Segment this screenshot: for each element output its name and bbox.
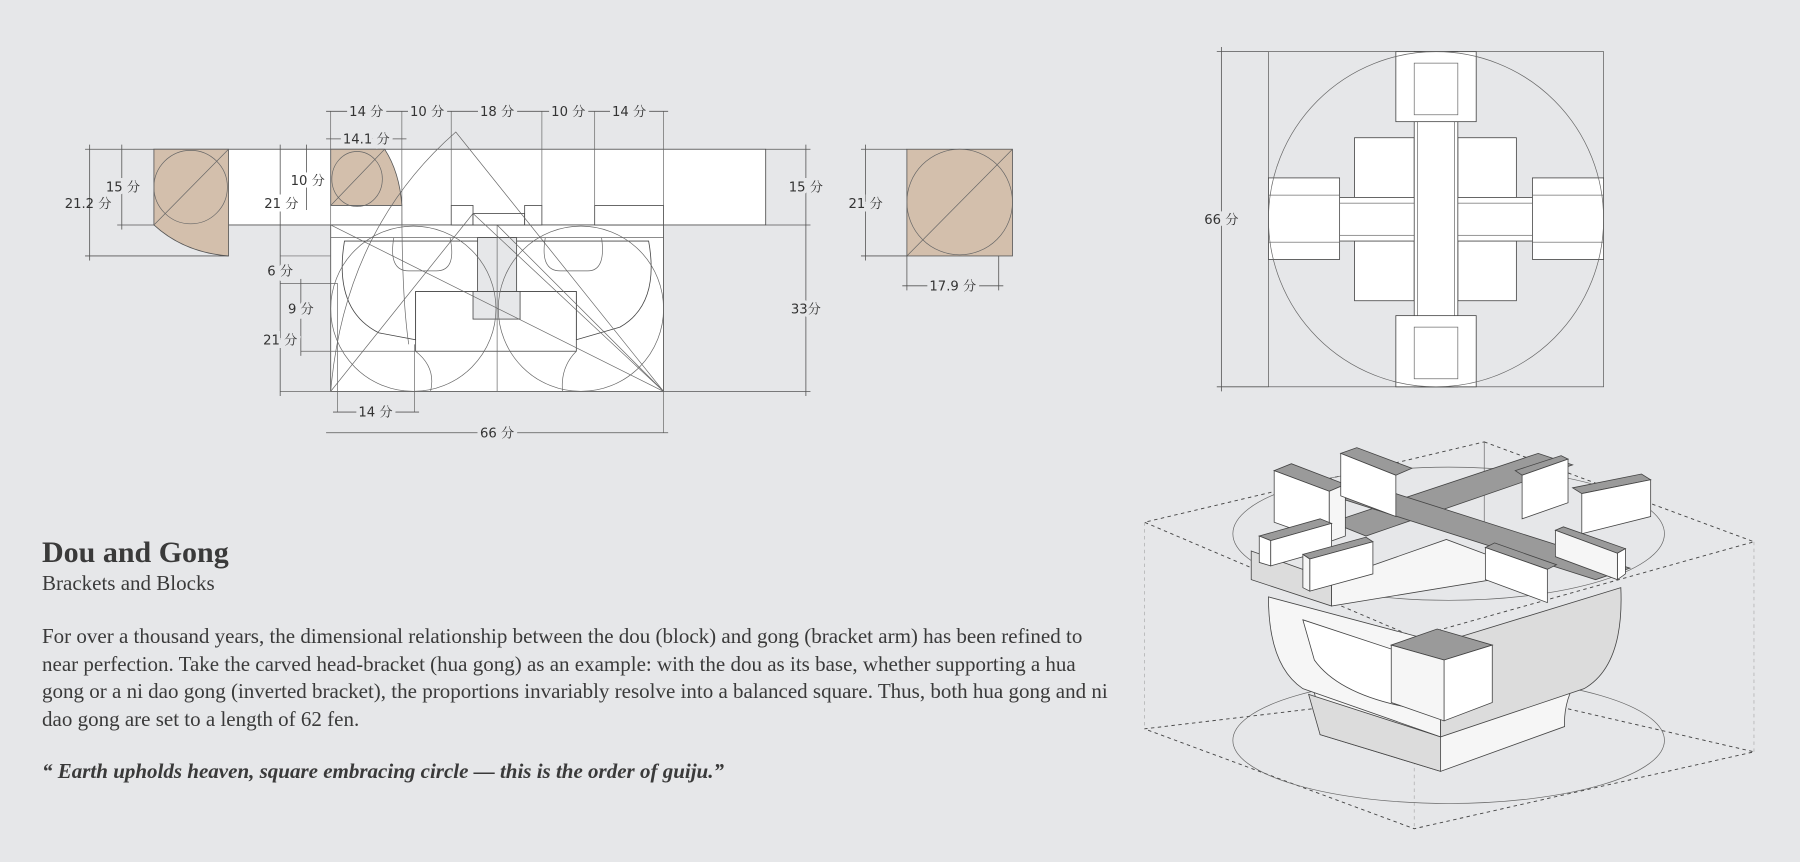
dim-label: 14.1 分 (342, 132, 390, 148)
dim-label: 18 分 (480, 104, 515, 120)
dim-label: 10 分 (290, 173, 325, 189)
plan-drawing (1204, 47, 1603, 391)
dim-label: 14 分 (612, 104, 647, 120)
dim-label: 9 分 (287, 302, 314, 318)
dim-label: 21.2 分 (64, 196, 112, 212)
dim-label: 10 分 (410, 104, 445, 120)
dim-label: 15 分 (105, 180, 141, 196)
page-title: Dou and Gong (42, 536, 229, 569)
dim-label: 21 分 (264, 196, 299, 212)
dim-label: 21 分 (848, 196, 883, 212)
page-subtitle: Brackets and Blocks (42, 571, 215, 595)
dim-label: 14 分 (349, 104, 384, 120)
isometric-drawing (1144, 442, 1753, 829)
dim-label: 14 分 (358, 405, 393, 421)
dim-label: 66 分 (480, 426, 515, 442)
body-paragraph: For over a thousand years, the dimensional relationship between the dou (block) and gong (bracket arm) has been refined to near perfection. Take the carved head-bracket (hua gong) as an example: with the dou as its base, whether supporting a hua gong or a ni dao gong (inverted bracket), the proportions invariably resolve into a balanced square. Thus, both hua gong and ni dao gong are set to a length of 62 fen. (42, 624, 1108, 731)
elevation-drawing (65, 104, 823, 441)
dim-label: 10 分 (551, 104, 586, 120)
dim-label: 15 分 (788, 180, 823, 196)
dim-label: 66 分 (1204, 212, 1239, 228)
dim-label: 21 分 (263, 333, 298, 349)
tan-section-left (154, 149, 229, 256)
dim-label: 6 分 (267, 264, 294, 280)
dim-label: 17.9 分 (929, 279, 977, 295)
section-drawing (848, 145, 1012, 295)
dim-label: 33分 (790, 302, 821, 318)
quote: “ Earth upholds heaven, square embracing circle — this is the order of guiju.” (42, 759, 724, 783)
